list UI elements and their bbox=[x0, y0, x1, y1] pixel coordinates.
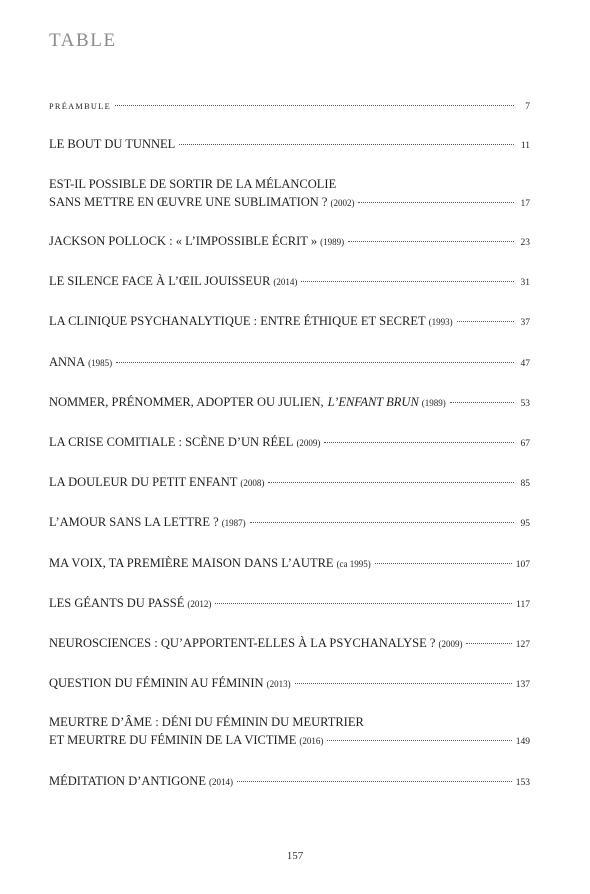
toc-entry[interactable] bbox=[49, 713, 530, 751]
toc-entry-title: MA VOIX, TA PREMIÈRE MAISON DANS L’AUTRE bbox=[49, 556, 334, 570]
toc-entry[interactable] bbox=[49, 772, 530, 792]
toc-entry[interactable] bbox=[49, 135, 530, 155]
dot-leader bbox=[324, 430, 514, 443]
dot-leader bbox=[466, 631, 511, 644]
toc-entry-title: PRÉAMBULE bbox=[49, 102, 111, 111]
dot-leader bbox=[301, 269, 514, 282]
toc-entry-year: (ca 1995) bbox=[336, 559, 371, 569]
toc-entry-page-number: 31 bbox=[520, 278, 530, 288]
dot-leader bbox=[348, 229, 514, 242]
toc-entry[interactable] bbox=[49, 393, 530, 413]
toc-entry-page-number: 117 bbox=[516, 600, 530, 610]
dot-leader bbox=[250, 510, 514, 523]
toc-entry[interactable] bbox=[49, 594, 530, 614]
dot-leader bbox=[215, 591, 512, 604]
toc-entry-title: LES GÉANTS DU PASSÉ bbox=[49, 596, 185, 610]
dot-leader bbox=[295, 671, 512, 684]
page-number: 157 bbox=[286, 850, 304, 862]
dot-leader bbox=[268, 470, 514, 483]
dot-leader bbox=[450, 390, 514, 403]
toc-entry-year: (1985) bbox=[88, 358, 113, 368]
toc-entry-title: LE SILENCE FACE À L’ŒIL JOUISSEUR bbox=[49, 274, 271, 288]
toc-entry-page-number: 53 bbox=[520, 399, 530, 409]
dot-leader bbox=[457, 309, 514, 322]
toc-entry-page-number: 47 bbox=[520, 359, 530, 369]
toc-entry-page-number: 37 bbox=[520, 318, 530, 328]
toc-entry[interactable] bbox=[49, 232, 530, 252]
toc-entry-title-line1: MEURTRE D’ÂME : DÉNI DU FÉMININ DU MEURTRIER bbox=[49, 715, 364, 729]
toc-entry-title: LA DOULEUR DU PETIT ENFANT bbox=[49, 475, 238, 489]
toc-entry[interactable] bbox=[49, 554, 530, 574]
toc-entry-title: LA CRISE COMITIALE : SCÈNE D’UN RÉEL bbox=[49, 435, 294, 449]
toc-entry-title: SANS METTRE EN ŒUVRE UNE SUBLIMATION ? bbox=[49, 195, 328, 209]
toc-entry-title-italic: L’ENFANT BRUN bbox=[327, 395, 419, 409]
toc-entry[interactable] bbox=[49, 96, 530, 116]
toc-entry-title: QUESTION DU FÉMININ AU FÉMININ bbox=[49, 676, 264, 690]
toc-entry-title: ANNA bbox=[49, 355, 86, 369]
dot-leader bbox=[116, 350, 514, 363]
dot-leader bbox=[179, 132, 514, 145]
toc-entry-page-number: 137 bbox=[515, 680, 530, 690]
toc-entry-title: MÉDITATION D’ANTIGONE bbox=[49, 774, 206, 788]
toc-entry-page-number: 7 bbox=[525, 102, 530, 112]
toc-entry[interactable] bbox=[49, 674, 530, 694]
toc-entry-year: (2008) bbox=[240, 478, 265, 488]
toc-entry-page-number: 85 bbox=[520, 479, 530, 489]
toc-entry-year: (2009) bbox=[296, 438, 321, 448]
toc-entry[interactable] bbox=[49, 634, 530, 654]
toc-entry-page-number: 17 bbox=[520, 199, 530, 209]
toc-entry-year: (2012) bbox=[187, 599, 212, 609]
toc-entry-title: NOMMER, PRÉNOMMER, ADOPTER OU JULIEN, bbox=[49, 395, 324, 409]
toc-entry[interactable] bbox=[49, 473, 530, 493]
toc-entry-year: (2002) bbox=[330, 198, 355, 208]
toc-entry-title: LE BOUT DU TUNNEL bbox=[49, 137, 176, 151]
toc-entry-page-number: 95 bbox=[520, 519, 530, 529]
toc-entry-page-number: 107 bbox=[515, 560, 530, 570]
toc-entry[interactable] bbox=[49, 513, 530, 533]
toc-entry-page-number: 153 bbox=[515, 778, 530, 788]
toc-entry-page-number: 23 bbox=[520, 238, 530, 248]
toc-entry-year: (1989) bbox=[421, 398, 446, 408]
toc-entry-year: (1989) bbox=[320, 237, 345, 247]
toc-entry-page-number: 127 bbox=[515, 640, 530, 650]
toc-entry-title-line1: EST-IL POSSIBLE DE SORTIR DE LA MÉLANCOLIE bbox=[49, 177, 337, 191]
toc-entry-title: LA CLINIQUE PSYCHANALYTIQUE : ENTRE ÉTHIQUE ET SECRET bbox=[49, 314, 426, 328]
toc-entry[interactable] bbox=[49, 272, 530, 292]
toc-entry-page-number: 11 bbox=[520, 141, 530, 151]
toc-entry[interactable] bbox=[49, 175, 530, 213]
page-heading: TABLE bbox=[49, 30, 117, 51]
dot-leader bbox=[327, 728, 511, 741]
toc-entry-year: (2016) bbox=[299, 736, 324, 746]
toc-entry[interactable] bbox=[49, 353, 530, 373]
toc-entry-year: (2013) bbox=[266, 679, 291, 689]
toc-entry-page-number: 67 bbox=[520, 439, 530, 449]
toc-entry-title: NEUROSCIENCES : QU’APPORTENT-ELLES À LA PSYCHANALYSE ? bbox=[49, 636, 436, 650]
dot-leader bbox=[358, 190, 514, 203]
toc-entry-page-number: 149 bbox=[515, 737, 530, 747]
toc-entry[interactable] bbox=[49, 312, 530, 332]
toc-entry[interactable] bbox=[49, 433, 530, 453]
dot-leader bbox=[115, 93, 514, 106]
toc-entry-year: (2014) bbox=[273, 277, 298, 287]
toc-entry-year: (2009) bbox=[438, 639, 463, 649]
toc-entry-title: JACKSON POLLOCK : « L’IMPOSSIBLE ÉCRIT » bbox=[49, 234, 318, 248]
toc-entry-year: (1993) bbox=[428, 317, 453, 327]
toc-entry-title: ET MEURTRE DU FÉMININ DE LA VICTIME bbox=[49, 733, 297, 747]
dot-leader bbox=[237, 769, 512, 782]
toc-entry-year: (2014) bbox=[208, 777, 233, 787]
toc-entry-year: (1987) bbox=[221, 518, 246, 528]
dot-leader bbox=[375, 551, 512, 564]
toc-entry-title: L’AMOUR SANS LA LETTRE ? bbox=[49, 515, 219, 529]
